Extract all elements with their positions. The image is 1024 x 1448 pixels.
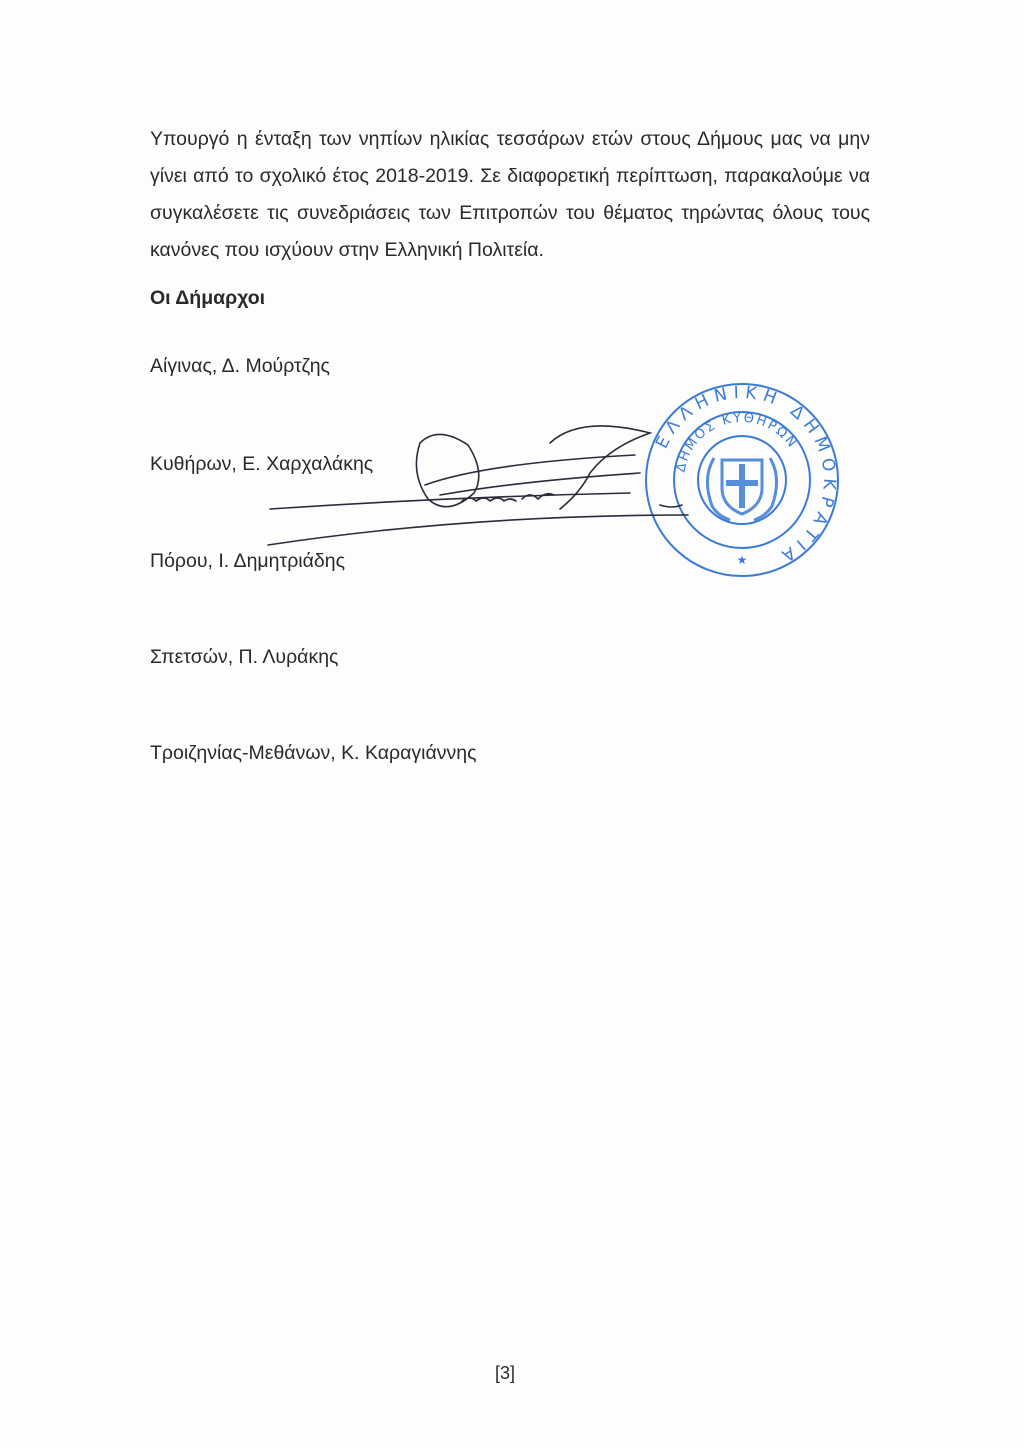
body-paragraph: Υπουργό η ένταξη των νηπίων ηλικίας τεσσάρων ετών στους Δήμους μας να μην γίνει από το σχολικό έτος 2018-2019. Σε διαφορετική περίπτωση, παρακαλούμε να συγκαλέσετε τις συνεδριάσεις των Επιτροπών του θέματος τηρώντας όλους τους κανόνες που ισχύουν στην Ελληνική Πολιτεία. bbox=[150, 128, 870, 261]
signatories-heading: Οι Δήμαρχοι bbox=[150, 287, 266, 309]
page-number: [3] bbox=[494, 1363, 515, 1383]
mayor-spetses: Σπετσών, Π. Λυράκης bbox=[150, 646, 339, 668]
svg-text:ΔΗΜΟΣ ΚΥΘΗΡΩΝ: ΔΗΜΟΣ ΚΥΘΗΡΩΝ bbox=[673, 410, 801, 474]
mayor-poros: Πόρου, Ι. Δημητριάδης bbox=[150, 550, 345, 572]
svg-text:ΕΛΛΗΝΙΚΗ ΔΗΜΟΚΡΑΤΙΑ: ΕΛΛΗΝΙΚΗ ΔΗΜΟΚΡΑΤΙΑ bbox=[652, 382, 840, 569]
signature-image bbox=[250, 395, 690, 580]
mayor-troizinia-methana: Τροιζηνίας-Μεθάνων, Κ. Καραγιάννης bbox=[150, 742, 477, 764]
svg-text:★: ★ bbox=[736, 553, 748, 567]
mayor-kythira: Κυθήρων, Ε. Χαρχαλάκης bbox=[150, 453, 374, 475]
mayor-aegina: Αίγινας, Δ. Μούρτζης bbox=[150, 355, 330, 377]
